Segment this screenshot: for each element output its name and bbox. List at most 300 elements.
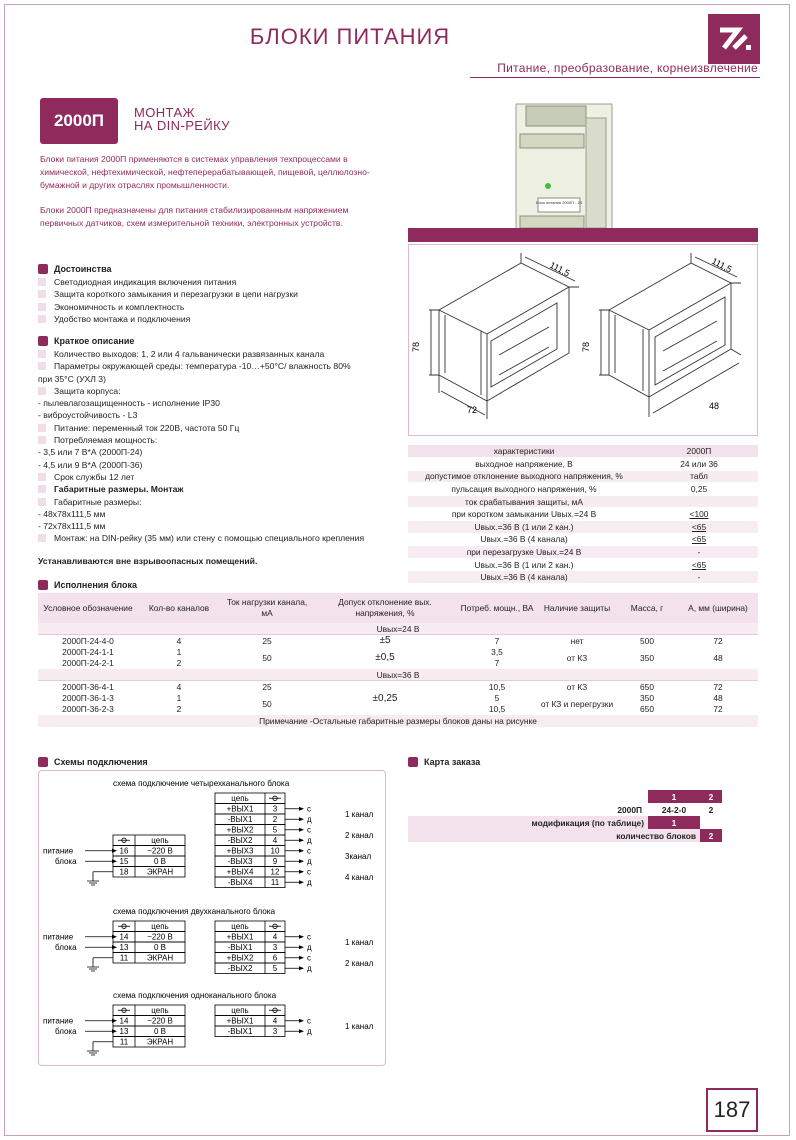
versions-cell: 10,5 (488, 704, 506, 715)
output-polarity: д (307, 857, 312, 866)
versions-cell: 650 (640, 704, 654, 715)
brief-note: Устанавливаются вне взрывоопасных помещений. (38, 555, 258, 566)
versions-header-cell: А, мм (ширина) (678, 593, 758, 623)
output-name: +ВЫХ1 (226, 932, 254, 942)
output-polarity: с (307, 867, 311, 877)
versions-header-cell: Условное обозначение (38, 593, 138, 623)
spec-label: Uвых.=36 В (1 или 2 кан.) (408, 521, 640, 534)
versions-cell: 2000П-36-4-1 (38, 681, 138, 693)
input-name: 0 В (153, 857, 167, 866)
versions-table (38, 593, 758, 727)
spec-label: пульсация выходного напряжения, % (408, 483, 640, 496)
versions-cell: 25 (220, 635, 314, 647)
dim-right-height: 78 (581, 341, 591, 353)
brief-section (38, 336, 400, 566)
chain-header: цепь (151, 1006, 169, 1015)
arrow-icon (112, 945, 117, 949)
versions-group-label: Uвых=24 В (38, 623, 758, 635)
advantages-heading (38, 264, 398, 274)
header-rule (470, 77, 760, 78)
versions-title: Исполнения блока (54, 580, 138, 590)
arrow-icon (299, 1029, 304, 1033)
brief-text: Количество выходов: 1, 2 или 4 гальванически развязанных канала (54, 349, 325, 359)
versions-cell: 650 (616, 681, 678, 693)
spec-row (408, 483, 758, 496)
arrow-icon (299, 880, 304, 884)
spec-value: 24 или 36 (640, 458, 758, 471)
versions-header-cell: Кол-во каналов (138, 593, 220, 623)
versions-header-row (38, 593, 758, 623)
arrow-icon (112, 935, 117, 939)
spec-row (408, 458, 758, 471)
section-bullet-icon (38, 336, 48, 346)
arrow-icon (112, 849, 117, 853)
brief-text: - 4,5 или 9 В*А (2000П-36) (38, 459, 143, 470)
list-bullet-icon (38, 387, 46, 395)
output-polarity: с (307, 953, 311, 963)
arrow-icon (299, 807, 304, 811)
brief-item (38, 422, 400, 434)
brief-item (38, 409, 400, 421)
versions-cell: 7 (456, 635, 538, 647)
brief-text: Защита корпуса: (54, 385, 121, 396)
arrow-icon (299, 1019, 304, 1023)
block-label: блока (55, 857, 77, 866)
spec-header-cell: характеристики (408, 445, 640, 458)
input-name: ЭКРАН (146, 953, 174, 963)
spec-value: <65 (640, 521, 758, 534)
spec-header-cell: 2000П (640, 445, 758, 458)
channel-label: 4 канал (345, 873, 374, 882)
versions-cell: ±0,5 (375, 652, 395, 663)
input-terminal: 11 (119, 953, 129, 963)
spec-header-row (408, 445, 758, 458)
output-name: -ВЫХ2 (227, 964, 253, 973)
versions-cell: 72 (713, 704, 723, 715)
brief-text: Потребляемая мощность: (54, 435, 158, 446)
spec-row (408, 495, 758, 508)
page-subtitle: Питание, преобразование, корнеизвлечение (497, 61, 758, 75)
brand-logo (708, 14, 760, 64)
advantage-item (38, 288, 398, 300)
spec-row (408, 508, 758, 521)
spec-row (408, 521, 758, 534)
spec-label: при коротком замыкании Uвых.=24 В (408, 508, 640, 521)
brief-item (38, 360, 400, 372)
output-polarity: д (307, 836, 312, 845)
list-bullet-icon (38, 303, 46, 311)
dimension-drawing-svg (409, 245, 759, 437)
section-bullet-icon (408, 757, 418, 767)
output-polarity: с (307, 825, 311, 835)
versions-note-row (38, 715, 758, 727)
output-polarity: д (307, 1027, 312, 1036)
input-terminal: 14 (119, 1016, 129, 1026)
advantage-text: Защита короткого замыкания и перезагрузки в цепи нагрузки (54, 289, 298, 300)
output-name: +ВЫХ1 (226, 1016, 254, 1026)
spec-row (408, 558, 758, 571)
dimension-drawings (408, 244, 758, 436)
arrow-icon (299, 828, 304, 832)
versions-cell: 2000П-24-2-1 (62, 658, 114, 669)
input-name: 0 В (153, 1027, 167, 1036)
intro-paragraph-2: Блоки 2000П предназначены для питания стабилизированным напряжением первичных датчиков, схем измерительной техники, электронных устройств. (40, 205, 349, 229)
channel-label: 2 канал (345, 831, 374, 840)
brief-text: Монтаж: на DIN-рейку (35 мм) или стену с помощью специального крепления (54, 533, 365, 544)
scheme-title: схема подключение четырехканального блока (113, 779, 290, 788)
versions-row (38, 681, 758, 693)
versions-cell: нет (538, 635, 616, 647)
versions-cell: ±0,25 (314, 681, 456, 716)
power-label: питание (43, 1016, 74, 1026)
section-bullet-icon (38, 757, 48, 767)
mount-label (134, 106, 230, 132)
versions-cell: 48 (713, 692, 723, 703)
brief-title: Краткое описание (54, 336, 135, 346)
channel-label: 1 канал (345, 938, 374, 947)
ground-icon (87, 881, 99, 885)
brief-item (38, 520, 400, 532)
versions-header-cell: Допуск отклонение вых. напряжения, % (314, 593, 456, 623)
output-name: -ВЫХ1 (227, 1027, 253, 1036)
dim-left-width: 72 (467, 405, 478, 415)
photo-accent-bar (408, 228, 758, 242)
section-bullet-icon (38, 264, 48, 274)
brief-text: Габаритные размеры. Монтаж (54, 484, 184, 495)
versions-note: Примечание -Остальные габаритные размеры блоков даны на рисунке (38, 715, 758, 727)
spec-label: выходное напряжение, В (408, 458, 640, 471)
list-bullet-icon (38, 315, 46, 323)
list-bullet-icon (38, 473, 46, 481)
versions-cell: 1 (176, 692, 182, 703)
order-value-1: 24-2-0 (661, 804, 687, 815)
output-terminal: 3 (272, 943, 278, 952)
versions-cell: ±5 (314, 635, 456, 647)
chain-header: цепь (231, 1006, 249, 1015)
order-col-1: 1 (648, 790, 700, 803)
versions-cell: 350 (640, 692, 654, 703)
chain-header: цепь (231, 922, 249, 931)
output-name: +ВЫХ2 (226, 953, 254, 963)
advantages-list (38, 276, 398, 325)
section-bullet-icon (38, 580, 48, 590)
power-led (545, 183, 551, 189)
spec-label: Uвых.=36 В (4 канала) (408, 533, 640, 546)
versions-header-cell: Ток нагрузки канала, мА (220, 593, 314, 623)
brief-text: Габаритные размеры: (54, 496, 142, 507)
output-terminal: 4 (272, 932, 278, 942)
advantage-item (38, 313, 398, 325)
chain-header: цепь (231, 794, 249, 803)
brief-text: - 72х78х111,5 мм (38, 521, 106, 532)
brand-logo-icon (708, 14, 760, 64)
brief-item (38, 496, 400, 508)
versions-header-cell: Масса, г (616, 593, 678, 623)
arrow-icon (299, 956, 304, 960)
spec-value: 0,25 (640, 483, 758, 496)
spec-label: при перезагрузке Uвых.=24 В (408, 546, 640, 559)
list-bullet-icon (38, 362, 46, 370)
output-name: +ВЫХ1 (226, 804, 254, 814)
output-terminal: 3 (272, 804, 278, 814)
arrow-icon (299, 838, 304, 842)
versions-group-row (38, 623, 758, 635)
spec-value: <65 (640, 533, 758, 546)
output-name: -ВЫХ3 (227, 857, 253, 866)
output-name: -ВЫХ1 (227, 943, 253, 952)
chain-header: цепь (151, 922, 169, 931)
brief-text: Питание: переменный ток 220В, частота 50 Гц (54, 422, 240, 433)
advantage-item (38, 301, 398, 313)
versions-row (38, 635, 758, 647)
output-terminal: 5 (272, 825, 278, 835)
brief-list (38, 348, 400, 545)
advantage-text: Экономичность и комплектность (54, 301, 185, 312)
power-label: питание (43, 846, 74, 856)
input-terminal: 13 (119, 943, 129, 952)
versions-header-cell: Наличие защиты (538, 593, 616, 623)
order-value-2: 2 (708, 804, 714, 815)
order-title: Карта заказа (424, 757, 481, 767)
mount-line-2: НА DIN-РЕЙКУ (134, 118, 230, 133)
output-name: -ВЫХ4 (227, 878, 253, 887)
order-mod-num: 1 (648, 816, 700, 829)
schemes-heading (38, 757, 148, 767)
input-terminal: 14 (119, 932, 129, 942)
output-terminal: 6 (272, 953, 278, 963)
spec-value: <65 (640, 558, 758, 571)
arrow-icon (299, 966, 304, 970)
input-terminal: 18 (119, 867, 129, 877)
input-terminal: 16 (119, 846, 129, 856)
product-photo-panel (408, 94, 758, 242)
output-terminal: 10 (270, 846, 280, 856)
order-model: 2000П (617, 804, 642, 815)
versions-group-label: Uвых=36 В (38, 669, 758, 681)
versions-cell: 4 (138, 635, 220, 647)
arrow-icon (299, 849, 304, 853)
list-bullet-icon (38, 498, 46, 506)
versions-cell: 10,5 (456, 681, 538, 693)
order-heading (408, 757, 480, 767)
versions-header-cell: Потреб. мощн., ВА (456, 593, 538, 623)
output-polarity: д (307, 964, 312, 973)
brief-item (38, 385, 400, 397)
brief-item (38, 508, 400, 520)
versions-cell: 2000П-36-1-3 (62, 692, 114, 703)
versions-cell: 2 (176, 704, 182, 715)
spec-table (408, 445, 758, 584)
advantage-item (38, 276, 398, 288)
output-name: +ВЫХ3 (226, 846, 254, 856)
channel-label: 1 канал (345, 810, 374, 819)
brief-text: Параметры окружающей среды: температура -10…+50°С/ влажность 80% (54, 361, 351, 372)
channel-label: 3канал (345, 852, 372, 861)
versions-cell: 4 (138, 681, 220, 693)
versions-cell: 48 (713, 652, 723, 663)
output-terminal: 2 (272, 815, 278, 824)
list-bullet-icon (38, 424, 46, 432)
page-number: 187 (706, 1088, 758, 1132)
brief-item (38, 397, 400, 409)
versions-cell: от КЗ и перегрузки (540, 698, 614, 709)
spec-value: - (640, 546, 758, 559)
order-card-table (408, 790, 722, 842)
spec-value: - (640, 571, 758, 584)
versions-cell: 500 (616, 635, 678, 647)
output-polarity: д (307, 815, 312, 824)
list-bullet-icon (38, 278, 46, 286)
input-name: 0 В (153, 943, 167, 952)
output-polarity: с (307, 1016, 311, 1026)
versions-cell: 5 (494, 692, 500, 703)
dim-right-width: 48 (709, 401, 720, 411)
spec-row (408, 470, 758, 483)
versions-cell: 350 (640, 652, 654, 663)
output-terminal: 9 (272, 857, 278, 866)
versions-cell: 50 (262, 698, 272, 709)
order-count-label: количество блоков (408, 829, 700, 842)
brief-item (38, 532, 400, 544)
spec-row (408, 546, 758, 559)
order-mod-label: модификация (по таблице) (408, 816, 648, 829)
schemes-box (38, 770, 386, 1066)
brief-text: - виброустойчивость - L3 (38, 410, 138, 421)
page-title: БЛОКИ ПИТАНИЯ (249, 24, 451, 49)
spec-value: табл (640, 470, 758, 483)
output-polarity: с (307, 804, 311, 814)
channel-label: 1 канал (345, 1022, 374, 1031)
dim-left-length: 111,5 (548, 259, 572, 279)
output-terminal: 5 (272, 964, 278, 973)
spec-value (640, 495, 758, 508)
brief-text: Срок службы 12 лет (54, 471, 135, 482)
spec-label: допустимое отклонение выходного напряжения, % (408, 470, 640, 483)
versions-cell: 72 (678, 681, 758, 693)
spec-label: Uвых.=36 В (4 канала) (408, 571, 640, 584)
input-name: ЭКРАН (146, 1037, 174, 1047)
output-name: -ВЫХ2 (227, 836, 253, 845)
versions-cell: 1 (176, 646, 182, 657)
list-bullet-icon (38, 290, 46, 298)
brief-item (38, 446, 400, 458)
versions-cell: 2000П-36-2-3 (62, 704, 114, 715)
input-name: ~220 В (147, 846, 173, 856)
versions-cell: 50 (262, 652, 272, 663)
output-name: +ВЫХ4 (226, 867, 254, 877)
arrow-icon (299, 935, 304, 939)
advantages-title: Достоинства (54, 264, 112, 274)
input-name: ЭКРАН (146, 867, 174, 877)
scheme-title: схема подключения двухканального блока (113, 907, 276, 916)
power-label: питание (43, 932, 74, 942)
output-terminal: 4 (272, 836, 278, 845)
arrow-icon (299, 817, 304, 821)
block-label: блока (55, 943, 77, 952)
input-terminal: 13 (119, 1027, 129, 1036)
output-polarity: д (307, 878, 312, 887)
wiring-diagrams (39, 771, 387, 1067)
versions-cell: 25 (220, 681, 314, 693)
versions-group-row (38, 669, 758, 681)
dim-right-length: 111,5 (710, 255, 734, 275)
arrow-icon (299, 859, 304, 863)
versions-cell: 2000П-24-4-0 (38, 635, 138, 647)
versions-cell: от КЗ (538, 681, 616, 693)
list-bullet-icon (38, 534, 46, 542)
output-polarity: с (307, 846, 311, 856)
scheme-title: схема подключения одноканального блока (113, 991, 277, 1000)
brief-item (38, 373, 400, 385)
output-name: +ВЫХ2 (226, 825, 254, 835)
brief-text: - пылевлагозащищенность - исполнение IP30 (38, 398, 220, 409)
schemes-title: Схемы подключения (54, 757, 148, 767)
channel-label: 2 канал (345, 959, 374, 968)
model-badge: 2000П (40, 98, 118, 144)
spec-label: ток срабатывания защиты, мА (408, 495, 640, 508)
advantages-section (38, 264, 398, 325)
versions-cell: 2000П-24-1-1 (62, 646, 114, 657)
input-name: ~220 В (147, 932, 173, 942)
brief-text: - 48х78х111,5 мм (38, 508, 106, 519)
versions-row (38, 646, 758, 658)
intro-text (40, 153, 380, 230)
spec-row (408, 533, 758, 546)
brief-item (38, 483, 400, 495)
spec-value: <100 (640, 508, 758, 521)
brief-heading (38, 336, 400, 346)
versions-cell: от КЗ (566, 652, 588, 663)
ground-icon (87, 1051, 99, 1055)
output-terminal: 11 (270, 878, 280, 887)
brief-item (38, 434, 400, 446)
versions-cell: 72 (678, 635, 758, 647)
input-name: ~220 В (147, 1016, 173, 1026)
advantage-text: Удобство монтажа и подключения (54, 313, 191, 324)
brief-text: при 35°С (УХЛ 3) (38, 373, 106, 384)
spec-label: Uвых.=36 В (1 или 2 кан.) (408, 558, 640, 571)
output-terminal: 12 (270, 867, 280, 877)
brief-item (38, 471, 400, 483)
chain-header: цепь (151, 836, 169, 845)
list-bullet-icon (38, 436, 46, 444)
brief-text: - 3,5 или 7 В*А (2000П-24) (38, 447, 143, 458)
mount-line-1: МОНТАЖ (134, 105, 195, 120)
output-terminal: 3 (272, 1027, 278, 1036)
versions-cell: 7 (494, 658, 500, 669)
product-photo (408, 94, 758, 242)
brief-item (38, 459, 400, 471)
brief-item (38, 348, 400, 360)
output-name: -ВЫХ1 (227, 815, 253, 824)
versions-heading (38, 580, 137, 590)
block-label: блока (55, 1027, 77, 1036)
spec-row (408, 571, 758, 584)
arrow-icon (299, 945, 304, 949)
list-bullet-icon (38, 350, 46, 358)
output-polarity: д (307, 943, 312, 952)
order-col-2: 2 (700, 790, 722, 803)
input-terminal: 11 (119, 1037, 129, 1047)
arrow-icon (299, 870, 304, 874)
order-count-num: 2 (700, 829, 722, 842)
input-terminal: 15 (119, 857, 129, 866)
list-bullet-icon (38, 485, 46, 493)
output-polarity: с (307, 932, 311, 942)
ground-icon (87, 967, 99, 971)
dim-left-height: 78 (411, 341, 421, 353)
advantage-text: Светодиодная индикация включения питания (54, 277, 237, 287)
